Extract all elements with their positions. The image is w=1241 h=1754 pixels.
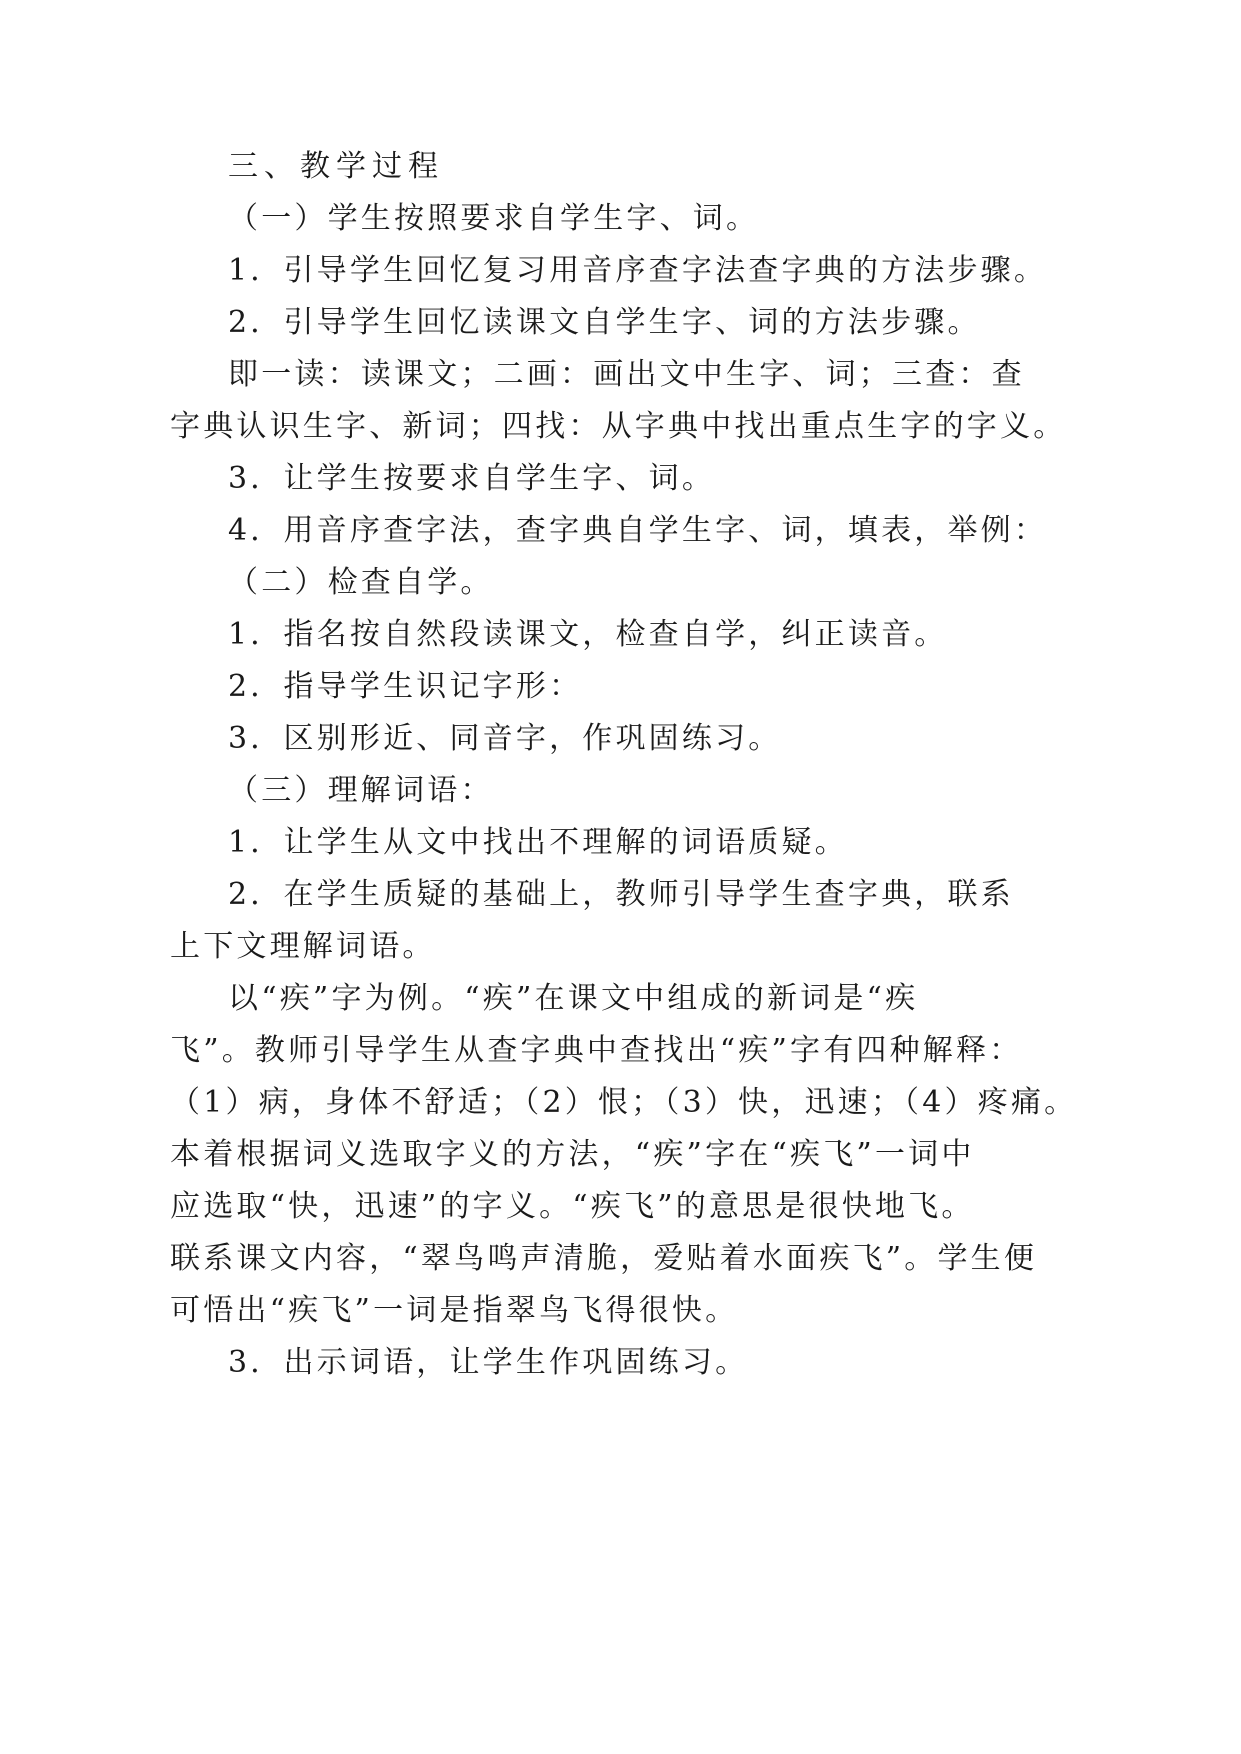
- part3-item2-line2: 上下文理解词语。: [170, 929, 436, 964]
- example-paragraph-line: 飞”。教师引导学生从查字典中查找出“疾”字有四种解释：: [170, 1033, 1023, 1068]
- part2-title: （二）检查自学。: [228, 565, 494, 600]
- part3-item1: 1．让学生从文中找出不理解的词语质疑。: [228, 825, 848, 860]
- part1-title: （一）学生按照要求自学生字、词。: [228, 201, 760, 236]
- example-paragraph-line: 应选取“快，迅速”的字义。“疾飞”的意思是很快地飞。: [170, 1189, 975, 1224]
- part3-item2-line1: 2．在学生质疑的基础上，教师引导学生查字典，联系: [228, 877, 1014, 912]
- part3-title: （三）理解词语：: [228, 773, 494, 808]
- part2-item3: 3．区别形近、同音字，作巩固练习。: [228, 721, 782, 756]
- part1-item4: 4．用音序查字法，查字典自学生字、词，填表，举例：: [228, 513, 1048, 548]
- part3-item3: 3．出示词语，让学生作巩固练习。: [228, 1345, 749, 1380]
- part1-steps-line1: 即一读：读课文；二画：画出文中生字、词；三查：查: [228, 357, 1025, 392]
- part2-item2: 2．指导学生识记字形：: [228, 669, 583, 704]
- part1-steps-line2: 字典认识生字、新词；四找：从字典中找出重点生字的字义。: [170, 409, 1067, 444]
- example-paragraph-line: 以“疾”字为例。“疾”在课文中组成的新词是“疾: [228, 981, 919, 1016]
- example-paragraph-line: 本着根据词义选取字义的方法，“疾”字在“疾飞”一词中: [170, 1137, 975, 1172]
- part1-item1: 1．引导学生回忆复习用音序查字法查字典的方法步骤。: [228, 253, 1048, 288]
- example-paragraph-line: 联系课文内容，“翠鸟鸣声清脆，爱贴着水面疾飞”。学生便: [170, 1241, 1038, 1276]
- example-paragraph-line: （1）病，身体不舒适；（2）恨；（3）快，迅速；（4）疼痛。: [170, 1085, 1078, 1120]
- example-paragraph-line: 可悟出“疾飞”一词是指翠鸟飞得很快。: [170, 1293, 739, 1328]
- part1-item3: 3．让学生按要求自学生字、词。: [228, 461, 716, 496]
- part2-item1: 1．指名按自然段读课文，检查自学，纠正读音。: [228, 617, 948, 652]
- section-heading: 三、教学过程: [228, 149, 444, 184]
- part1-item2: 2．引导学生回忆读课文自学生字、词的方法步骤。: [228, 305, 981, 340]
